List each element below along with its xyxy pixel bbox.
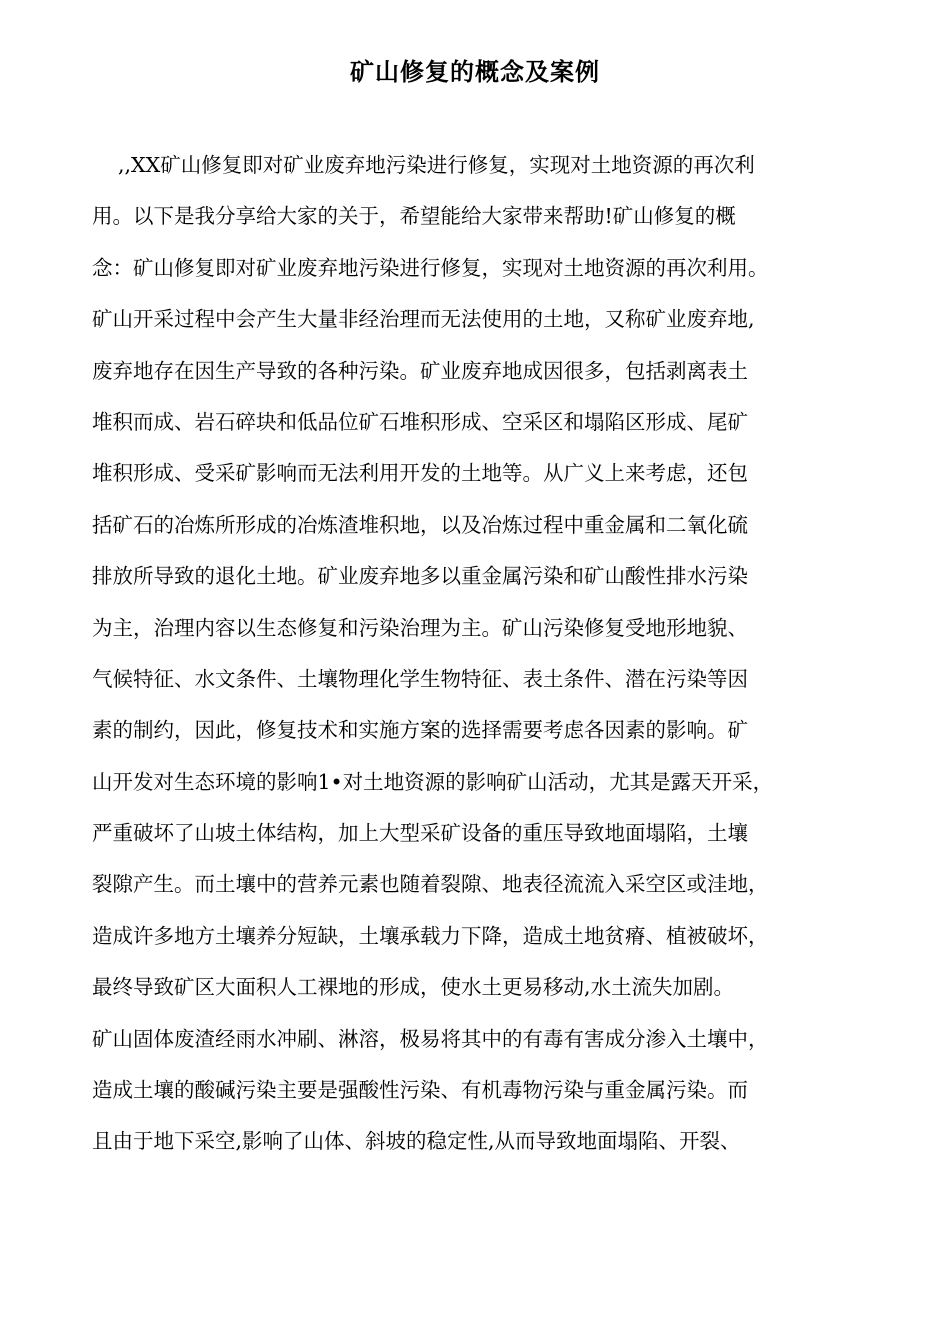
body-line: 排放所导致的退化土地。矿业废弃地多以重金属污染和矿山酸性排水污染 bbox=[92, 564, 748, 589]
body-line: ,,XX矿山修复即对矿业废弃地污染进行修复，实现对土地资源的再次利 bbox=[118, 153, 755, 177]
body-line: 气候特征、水文条件、土壤物理化学生物特征、表土条件、潜在污染等因 bbox=[92, 666, 748, 691]
body-line: 废弃地存在因生产导致的各种污染。矿业废弃地成因很多，包括剥离表土 bbox=[92, 358, 748, 383]
body-line: 造成许多地方土壤养分短缺，土壤承载力下降，造成土地贫瘠、植被破坏， bbox=[92, 923, 769, 948]
body-line: 且由于地下采空,影响了山体、斜坡的稳定性,从而导致地面塌陷、开裂、 bbox=[92, 1129, 741, 1154]
document-body bbox=[92, 140, 872, 1168]
body-line: 最终导致矿区大面积人工裸地的形成，使水土更易移动,水土流失加剧。 bbox=[92, 975, 735, 1000]
body-line: 括矿石的冶炼所形成的冶炼渣堆积地，以及冶炼过程中重金属和二氧化硫 bbox=[92, 512, 748, 537]
body-line: 堆积形成、受采矿影响而无法利用开发的土地等。从广义上来考虑，还包 bbox=[92, 461, 748, 486]
body-line: 念：矿山修复即对矿业废弃地污染进行修复，实现对土地资源的再次利用。 bbox=[92, 255, 769, 280]
body-line: 裂隙产生。而土壤中的营养元素也随着裂隙、地表径流流入采空区或洼地， bbox=[92, 872, 769, 897]
body-line: 严重破坏了山坡土体结构，加上大型采矿设备的重压导致地面塌陷，土壤 bbox=[92, 821, 748, 846]
body-line: 素的制约，因此，修复技术和实施方案的选择需要考虑各因素的影响。矿 bbox=[92, 718, 748, 743]
body-line: 山开发对生态环境的影响1•对土地资源的影响矿山活动，尤其是露天开采， bbox=[92, 769, 774, 794]
document-title: 矿山修复的概念及案例 bbox=[350, 58, 600, 86]
body-line: 矿山固体废渣经雨水冲刷、淋溶，极易将其中的有毒有害成分渗入土壤中， bbox=[92, 1026, 769, 1051]
body-line: 造成土壤的酸碱污染主要是强酸性污染、有机毒物污染与重金属污染。而 bbox=[92, 1078, 748, 1103]
body-line: 用。以下是我分享给大家的关于，希望能给大家带来帮助!矿山修复的概 bbox=[92, 204, 736, 229]
body-line: 矿山开采过程中会产生大量非经治理而无法使用的土地，又称矿业废弃地, bbox=[92, 307, 755, 332]
body-line: 为主，治理内容以生态修复和污染治理为主。矿山污染修复受地形地貌、 bbox=[92, 615, 748, 640]
body-line: 堆积而成、岩石碎块和低品位矿石堆积形成、空采区和塌陷区形成、尾矿 bbox=[92, 409, 748, 434]
